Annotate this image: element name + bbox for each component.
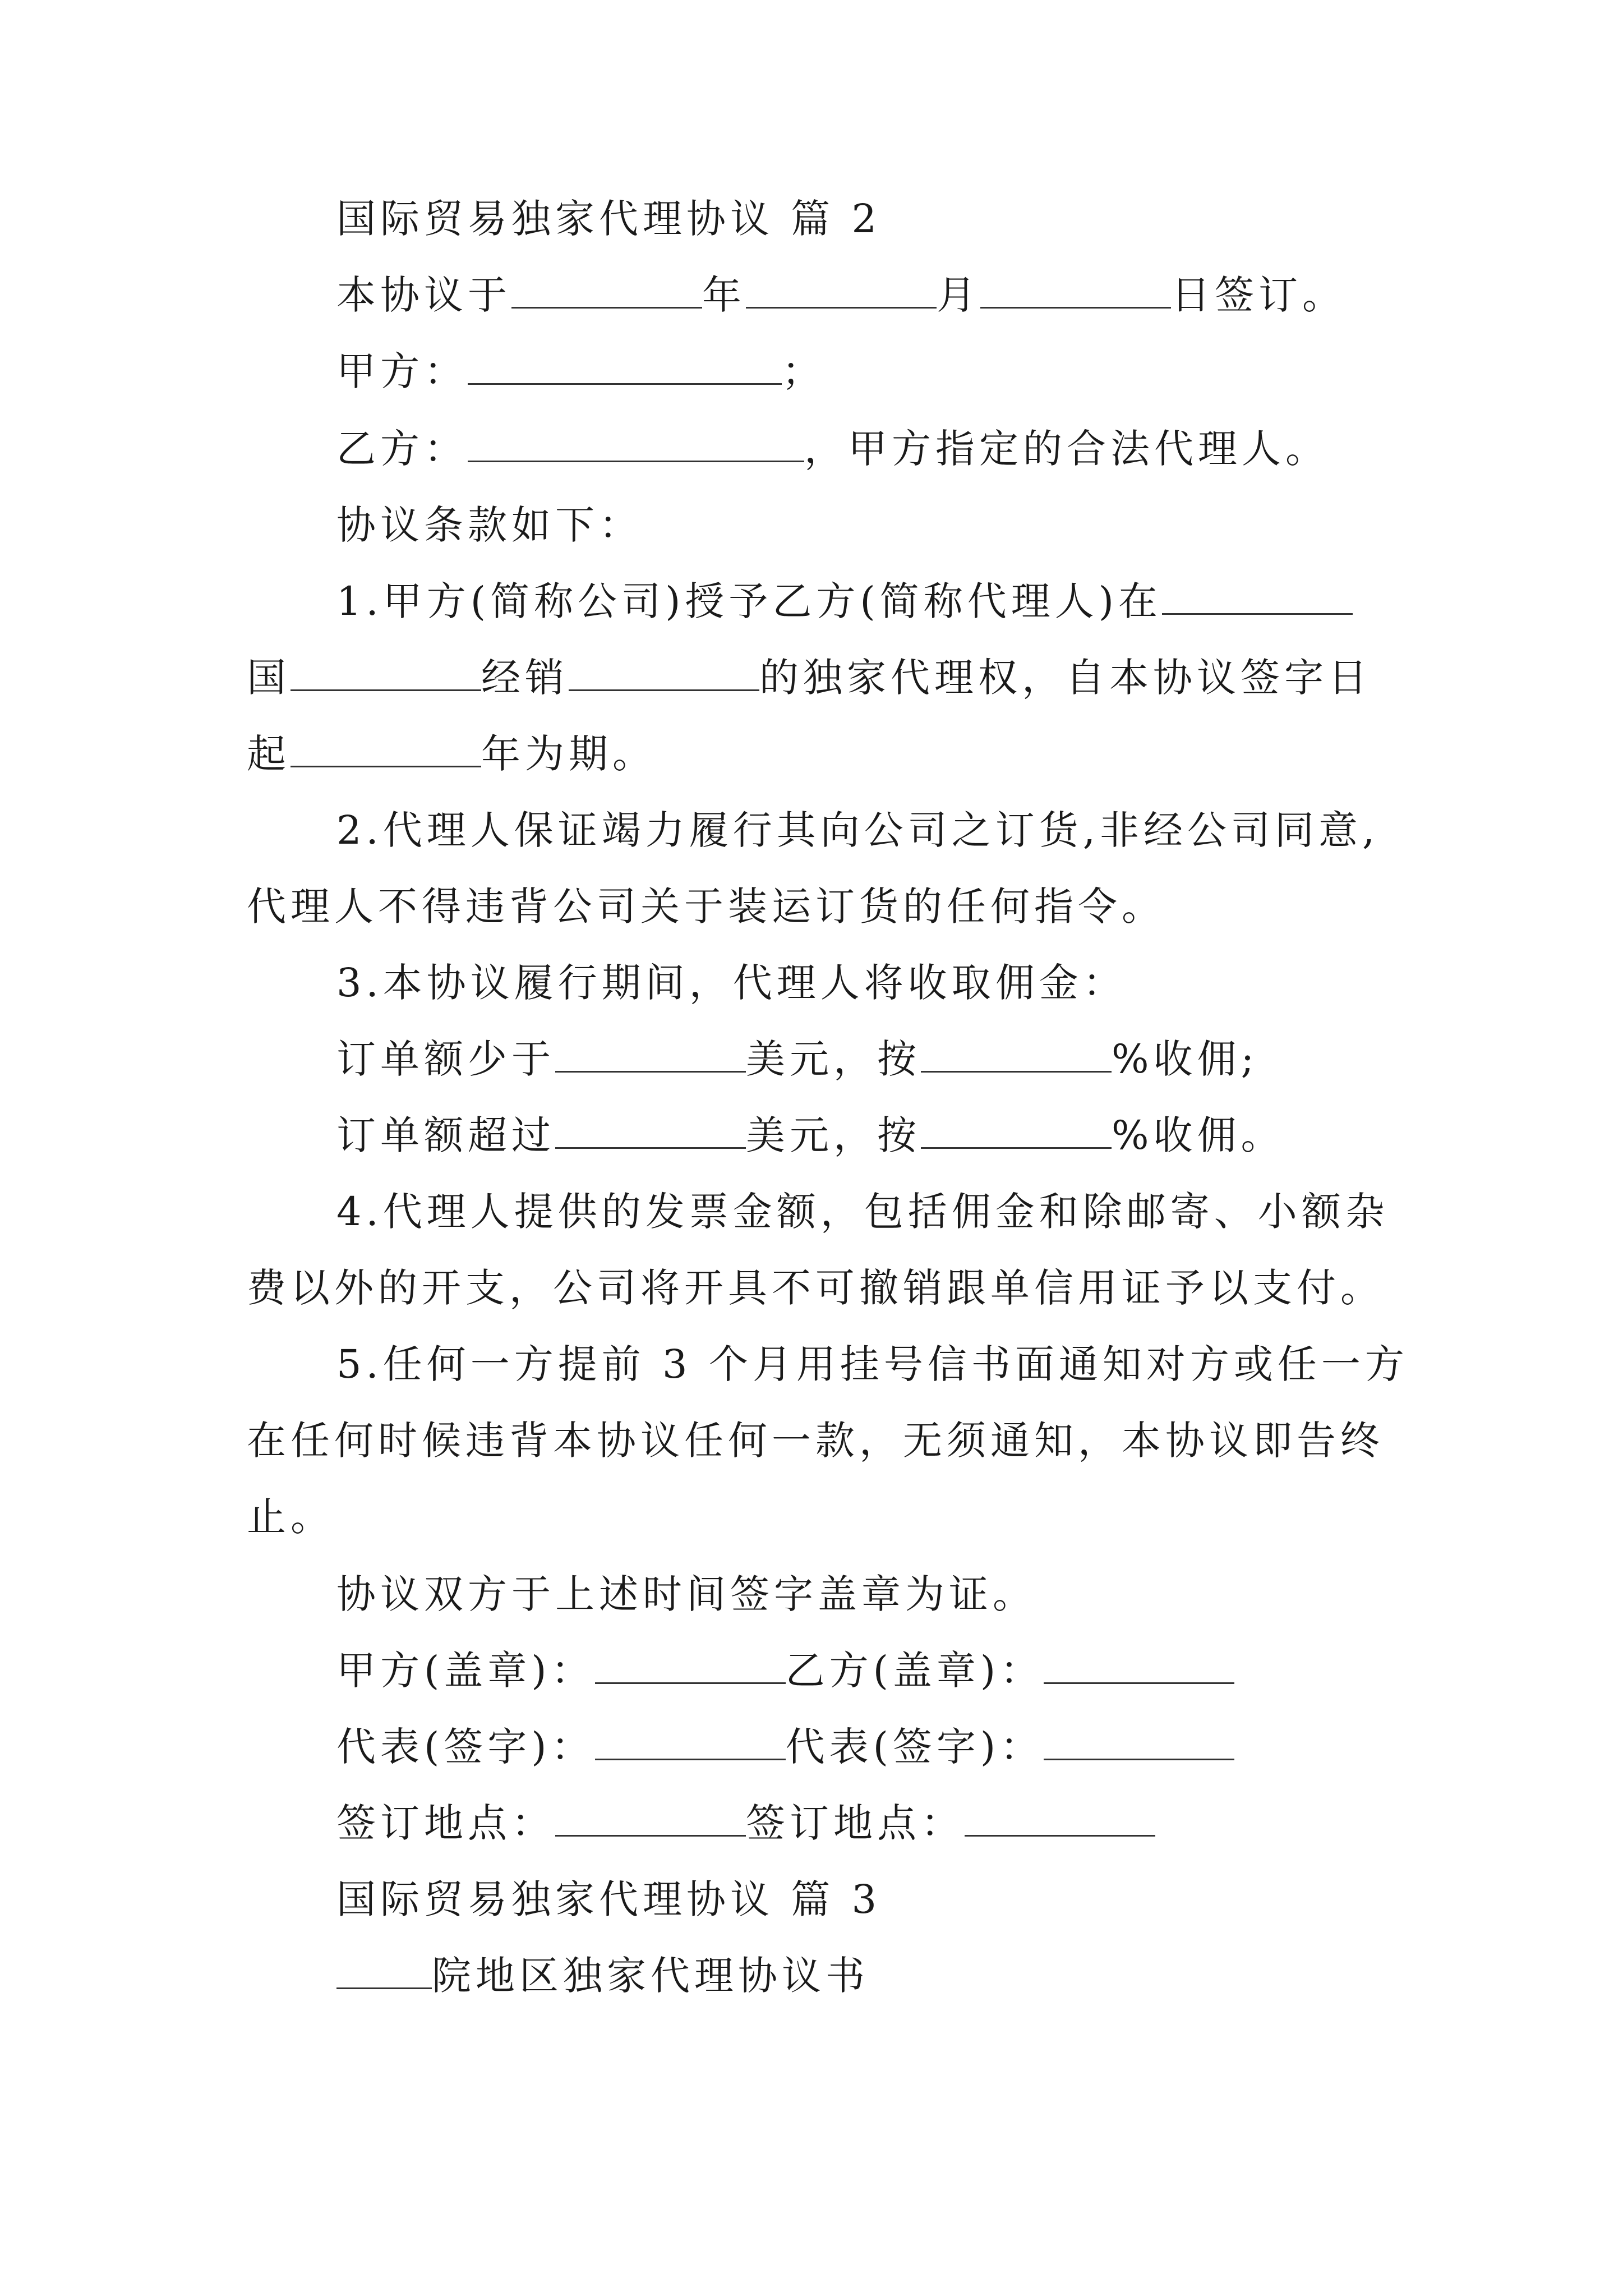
clause-4-line-2: 费以外的开支，公司将开具不可撤销跟单信用证予以支付。 bbox=[247, 1265, 1384, 1311]
clause-1-line-1: 1.甲方(简称公司)授予乙方(简称代理人)在 bbox=[336, 573, 1353, 629]
country-blank bbox=[291, 655, 481, 691]
clause-1-line-2: 国 经销 的独家代理权，自本协议签字日 bbox=[247, 655, 1372, 701]
party-a-line: 甲方： ； bbox=[336, 348, 826, 394]
clause-1-line-3: 起 年为期。 bbox=[247, 731, 656, 777]
commission-row-2: 订单额超过 美元，按 %收佣。 bbox=[336, 1112, 1285, 1158]
clause-4-line-1: 4.代理人提供的发票金额，包括佣金和除邮寄、小额杂 bbox=[336, 1189, 1389, 1235]
party-b-rep-blank bbox=[1044, 1724, 1234, 1760]
representative-line: 代表(签字)： 代表(签字)： bbox=[336, 1719, 1234, 1775]
party-b-line: 乙方： ，甲方指定的合法代理人。 bbox=[336, 426, 1329, 472]
party-b-place-blank bbox=[965, 1800, 1155, 1837]
term-years-blank bbox=[291, 731, 481, 767]
clause-5-line-1: 5.任何一方提前 3 个月用挂号信书面通知对方或任一方 bbox=[336, 1341, 1409, 1387]
year-blank bbox=[511, 272, 702, 309]
month-blank bbox=[746, 272, 937, 309]
commission-row-1: 订单额少于 美元，按 %收佣; bbox=[336, 1036, 1259, 1082]
clause-3-intro: 3.本协议履行期间，代理人将收取佣金： bbox=[336, 960, 1127, 1006]
terms-intro: 协议条款如下： bbox=[336, 502, 643, 548]
clause-2-line-1: 2.代理人保证竭力履行其向公司之订货,非经公司同意, bbox=[336, 807, 1380, 853]
signing-place-line: 签订地点： 签订地点： bbox=[336, 1795, 1155, 1851]
party-b-seal-blank bbox=[1044, 1648, 1234, 1684]
region-blank bbox=[1162, 578, 1353, 615]
party-a-blank bbox=[468, 348, 782, 385]
rate-2-blank bbox=[921, 1112, 1112, 1149]
institute-blank bbox=[336, 1953, 432, 1989]
heading-article-3: 国际贸易独家代理协议 篇 3 bbox=[336, 1876, 882, 1922]
amount-above-blank bbox=[555, 1112, 746, 1149]
signing-intro: 协议双方于上述时间签字盖章为证。 bbox=[336, 1571, 1036, 1617]
rate-1-blank bbox=[921, 1036, 1112, 1073]
heading-article-2: 国际贸易独家代理协议 篇 2 bbox=[336, 196, 882, 242]
party-a-seal-blank bbox=[595, 1648, 786, 1684]
seal-line: 甲方(盖章)： 乙方(盖章)： bbox=[336, 1642, 1234, 1699]
day-blank bbox=[980, 272, 1171, 309]
party-a-rep-blank bbox=[595, 1724, 786, 1760]
clause-2-line-2: 代理人不得违背公司关于装运订货的任何指令。 bbox=[247, 884, 1165, 930]
signing-date-line: 本协议于 年 月 日签订。 bbox=[336, 272, 1346, 318]
party-b-blank bbox=[468, 426, 804, 462]
section-3-title: 院地区独家代理协议书 bbox=[336, 1948, 869, 2004]
clause-5-line-3: 止。 bbox=[247, 1494, 334, 1540]
clause-5-line-2: 在任何时候违背本协议任何一款，无须通知，本协议即告终 bbox=[247, 1418, 1384, 1464]
product-blank bbox=[569, 655, 759, 691]
amount-below-blank bbox=[555, 1036, 746, 1073]
party-a-place-blank bbox=[555, 1800, 746, 1837]
